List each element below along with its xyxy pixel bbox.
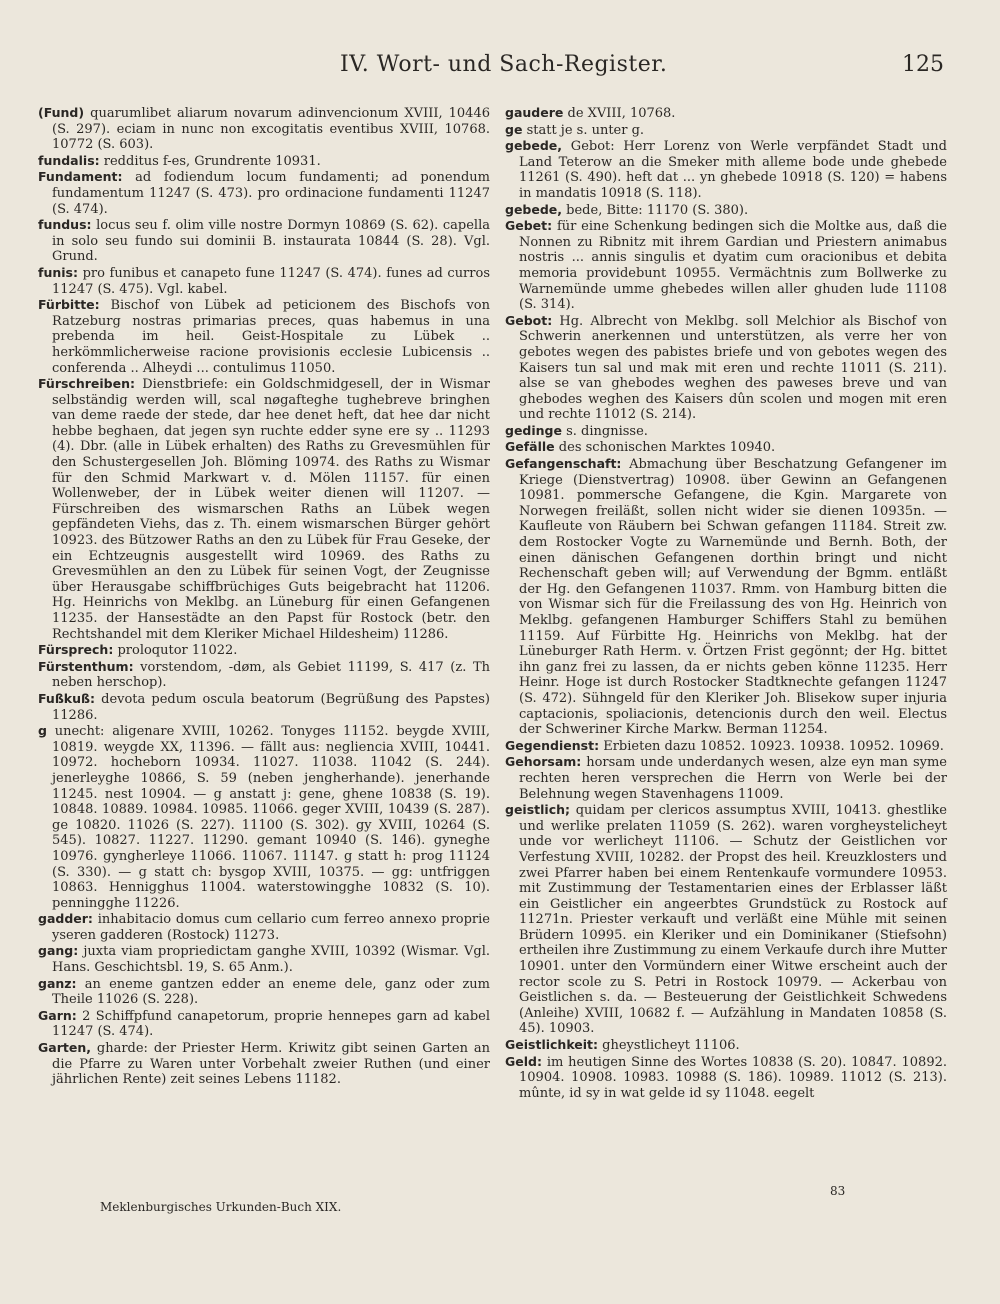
entry-headword: Garn: — [38, 1007, 77, 1023]
index-entry — [505, 1037, 947, 1054]
index-entry — [505, 456, 947, 738]
entry-headword: gedinge — [505, 422, 562, 438]
entry-headword: Fürstenthum: — [38, 658, 134, 674]
index-entry — [38, 376, 490, 642]
index-entry — [505, 218, 947, 313]
entry-text: de XVIII, 10768. — [563, 106, 676, 121]
entry-headword: Gebet: — [505, 218, 553, 234]
entry-text: unecht: aligenare XVIII, 10262. Tonyges 11152. beygde XVIII, 10819. weygde XX, 11396. — fällt aus: negliencia XVIII, 10441. 10972. hocheborn 10934. 11027. 11038. 11042 (S. 244). jenerleyghe 10866, S. 59 (neben jengherhande). jenerhande 11245. nest 10904. — g anstatt j: gene, ghene 10838 (S. 19). 10848. 10889. 10984. 10985. 11066. geger XVIII, 10439 (S. 287). ge 10820. 11026 (S. 227). 11100 (S. 302). gy XVIII, 10264 (S. 545). 10827. 11227. 11290. gemant 10940 (S. 146). gyneghe 10976. gyngherleye 11066. 11067. 11147. g statt h: prog 11124 (S. 330). — g statt ch: bysgop XVIII, 10375. — gg: untfriggen 10863. Hennigghus 11004. waterstowingghe 10832 (S. 10). penningghe 11226. — [46, 724, 490, 911]
entry-text: im heutigen Sinne des Wortes 10838 (S. 20). 10847. 10892. 10904. 10908. 10983. 10988 (S. 186). 10989. 11012 (S. 213). mûnte, id sy in wat gelde id sy 11048. eegelt — [519, 1054, 947, 1101]
index-entry — [38, 105, 490, 153]
index-entry — [505, 313, 947, 423]
index-entry — [505, 802, 947, 1037]
index-entry — [38, 723, 490, 911]
entry-text: gharde: der Priester Herm. Kriwitz gibt seinen Garten an die Pfarre zu Waren unter Vorbehalt zweier Ruthen (und einer jährlichen Rente) zeit seines Lebens 11182. — [52, 1041, 490, 1088]
entry-text: devota pedum oscula beatorum (Begrüßung des Papstes) 11286. — [52, 691, 490, 723]
page-header-title: IV. Wort- und Sach-Register. — [340, 52, 668, 77]
entry-headword: Fußkuß: — [38, 690, 96, 706]
entry-text: Hg. Albrecht von Meklbg. soll Melchior als Bischof von Schwerin anerkennen und unterstützen, als verre her von gebotes wegen des pabistes briefe und von gebotes wegen des Kaisers tun sal und mak mit eren und rechte 11011 (S. 211). alse se van ghebodes weghen des paweses breve und van ghebodes weghen des Kaisers dûn scolen und mogen mit eren und rechte 11012 (S. 214). — [519, 313, 947, 423]
entry-headword: gang: — [38, 943, 79, 959]
index-entry — [505, 122, 947, 139]
left-column — [38, 105, 490, 1088]
entry-text: statt je s. unter g. — [522, 122, 645, 138]
index-entry — [505, 423, 947, 440]
index-entry — [38, 1008, 490, 1040]
entry-text: inhabitacio domus cum cellario cum ferreo annexo proprie yseren gadderen (Rostock) 11273. — [52, 912, 490, 943]
index-entry — [505, 1054, 947, 1102]
entry-text: Gebot: Herr Lorenz von Werle verpfändet Stadt und Land Teterow an die Smeker mith alleme bode unde ghebede 11261 (S. 490). heft dat ... yn ghebede 10918 (S. 120) = habens in mandatis 10918 (S. 118). — [519, 139, 947, 201]
entry-headword: fundus: — [38, 217, 92, 233]
entry-headword: gadder: — [38, 911, 93, 927]
entry-text: gheystlicheyt 11106. — [598, 1038, 740, 1054]
entry-headword: gebede, — [505, 201, 563, 217]
entry-text: quidam per clericos assumptus XVIII, 10413. ghestlike und werlike prelaten 11059 (S. 262). waren vorgheystelicheyt unde vor werlicheyt 11106. — Schutz der Geistlichen vor Verfestung XVIII, 10282. der Propst des heil. Kreuzklosters und zwei Pfarrer haben bei einem Rentenkaufe vormundere 10953. mit Zustimmung der Testamentarien eines der Erblasser läßt ein Geistlicher ein angeerbtes Grundstück zu Rostock auf 11271n. Priester verkauft und verläßt eine Mühle mit seinen Brüdern 10995. ein Kleriker und ein Dominikaner (Stiefsohn) ertheilen ihre Zustimmung zu einem Verkaufe durch ihre Mutter 10901. unter den Vormündern einer Witwe erscheint auch der rector scole zu S. Petri in Rostock 10979. — Ackerbau von Geistlichen s. da. — Besteuerung der Geistlichkeit Schwedens (Anleihe) XVIII, 10682 f. — Aufzählung in Mandaten 10858 (S. 45). 10903. — [519, 803, 947, 1037]
index-entry — [505, 202, 947, 219]
page-footer: Meklenburgisches Urkunden-Buch XIX. — [100, 1200, 342, 1214]
entry-text: Dienstbriefe: ein Goldschmidgesell, der in Wismar selbständig werden will, scal nøgafteghe tughebreve bringhen van deme raede der stede, dar hee denet heft, dat hee dar nicht hebbe beghaen, dat jegen syn ruchte edder syne ere sy .. 11293 (4). Dbr. (alle in Lübek erhalten) des Raths zu Grevesmühlen für den Schustergesellen Joh. Blöming 10974. des Raths zu Wismar für den Schmid Markwart v. d. Mölen 11157. für einen Wollenweber, der in Lübek weiter dienen will 11207. — Fürschreiben des wismarschen Raths an Lübek wegen gepfändeten Viehs, das z. Th. einem wismarschen Bürger gehört 10923. des Bützower Raths an den zu Lübek für Frau Geseke, der ein Echtzeugnis ausgestellt wird 10969. des Raths zu Grevesmühlen an den zu Lübek für seinen Vogt, der Zeugnisse über Herausgabe schiffbrüchiges Guts beigebracht hat 11206. Hg. Heinrichs von Meklbg. an Lüneburg für einen Gefangenen 11235. der Hansestädte an den Papst für Rostock (betr. den Rechtshandel mit dem Kleriker Michael Hildesheim) 11286. — [52, 377, 490, 642]
entry-headword: Gegendienst: — [505, 737, 600, 753]
signature-mark: 83 — [830, 1184, 846, 1198]
entry-headword: (Fund) — [38, 105, 85, 120]
entry-text: bede, Bitte: 11170 (S. 380). — [562, 202, 749, 218]
entry-headword: Geistlichkeit: — [505, 1037, 599, 1053]
entry-text: 2 Schiffpfund canapetorum, proprie hennepes garn ad kabel 11247 (S. 474). — [52, 1008, 490, 1040]
index-entry — [38, 642, 490, 659]
entry-headword: Gehorsam: — [505, 754, 582, 770]
index-entry — [505, 105, 947, 122]
entry-headword: gebede, — [505, 138, 563, 154]
index-entry — [38, 217, 490, 265]
entry-headword: funis: — [38, 264, 78, 280]
page-number: 125 — [902, 52, 944, 77]
entry-text: s. dingnisse. — [561, 423, 648, 439]
index-entry — [38, 153, 490, 170]
entry-text: pro funibus et canapeto fune 11247 (S. 474). funes ad curros 11247 (S. 475). Vgl. kabel. — [52, 265, 490, 297]
entry-text: vorstendom, -døm, als Gebiet 11199, S. 417 (z. Th neben herschop). — [52, 659, 490, 691]
index-entry — [38, 943, 490, 975]
entry-headword: Gefangenschaft: — [505, 456, 622, 472]
entry-text: an eneme gantzen edder an eneme dele, ganz oder zum Theile 11026 (S. 228). — [52, 976, 490, 1008]
index-entry — [38, 659, 490, 691]
entry-text: redditus f-es, Grundrente 10931. — [99, 153, 321, 169]
index-entry — [505, 738, 947, 755]
entry-headword: Fürschreiben: — [38, 376, 135, 392]
entry-text: Bischof von Lübek ad peticionem des Bischofs von Ratzeburg nostras primarias preces, quas habemus in una prebenda im heil. Geist-Hospitale zu Lübek .. herkömmlicherweise racione provisionis ecclesie Lubicensis .. conferenda .. Alheydi ... contulimus 11050. — [52, 298, 490, 376]
index-entry — [38, 911, 490, 943]
entry-headword: Gefälle — [505, 439, 555, 455]
entry-headword: Fürbitte: — [38, 297, 100, 313]
index-entry — [505, 754, 947, 802]
entry-headword: gaudere — [505, 105, 564, 120]
entry-text: juxta viam propriedictam ganghe XVIII, 10392 (Wismar. Vgl. Hans. Geschichtsbl. 19, S. 65 Anm.). — [52, 944, 490, 976]
index-entry — [38, 976, 490, 1008]
entry-headword: Garten, — [38, 1040, 91, 1056]
index-entry — [38, 169, 490, 217]
entry-text: Abmachung über Beschatzung Gefangener im Kriege (Dienstvertrag) 10908. über Gewinn an Gefangenen 10981. pommersche Gefangene, die Kgin. Margarete von Norwegen freiläßt, sollen nicht wider sie dienen 10935n. — Kaufleute von Räubern bei Schwan gefangen 11184. Streit zw. dem Rostocker Vogte zu Warnemünde und Bernh. Both, der einen dänischen Gefangenen dorthin bringt und nicht Rechenschaft geben will; auf Verwendung der Bgmm. entläßt der Hg. den Gefangenen 11037. Rmm. von Hamburg bitten die von Wismar sich für die Freilassung des von Hg. Heinrich von Meklbg. gefangenen Hamburger Schiffers Stahl zu bemühen 11159. Auf Fürbitte Hg. Heinrichs von Meklbg. hat der Lüneburger Rath Herm. v. Örtzen Frist gegönnt; der Hg. bittet ihn ganz frei zu lassen, da er nichts geben könne 11235. Herr Heinr. Hoge ist durch Rostocker Stadtknechte gefangen 11247 (S. 472). Sühngeld für den Kleriker Joh. Blisekow super injuria captacionis, spoliacionis, detencionis durch den weil. Electus der Schweriner Kirche Markw. Berman 11254. — [519, 457, 947, 738]
entry-text: locus seu f. olim ville nostre Dormyn 10869 (S. 62). capella in solo seu fundo sui dominii B. instaurata 10844 (S. 28). Vgl. Grund. — [52, 218, 490, 265]
index-entry — [505, 439, 947, 456]
index-entry — [38, 1040, 490, 1088]
index-entry — [38, 691, 490, 723]
entry-headword: Gebot: — [505, 312, 553, 328]
entry-text: quarumlibet aliarum novarum adinvencionum XVIII, 10446 (S. 297). eciam in nunc non excogitatis eventibus XVIII, 10768. 10772 (S. 603). — [52, 106, 490, 153]
right-column — [505, 105, 947, 1101]
entry-headword: Geld: — [505, 1053, 542, 1069]
entry-text: horsam unde underdanych wesen, alze eyn man syme rechten heren versprechen die Herrn von Werle bei der Belehnung wegen Stavenhagens 11009. — [519, 755, 947, 802]
index-entry — [38, 265, 490, 297]
entry-headword: fundalis: — [38, 152, 100, 168]
entry-headword: ge — [505, 121, 523, 137]
index-entry — [505, 138, 947, 201]
entry-text: für eine Schenkung bedingen sich die Moltke aus, daß die Nonnen zu Ribnitz mit ihrem Gardian und Priestern animabus nostris ... annis singulis et dyatim cum oracionibus et debita memoria providebunt 10955. Vermächtnis zum Bollwerke zu Warnemünde umme ghebedes willen aller ghuden lude 11108 (S. 314). — [519, 219, 947, 313]
entry-headword: g — [38, 723, 47, 739]
entry-text: des schonischen Marktes 10940. — [554, 440, 776, 456]
entry-text: proloqutor 11022. — [113, 643, 238, 659]
entry-headword: Fundament: — [38, 169, 123, 185]
entry-headword: ganz: — [38, 975, 77, 991]
entry-text: ad fodiendum locum fundamenti; ad ponendum fundamentum 11247 (S. 473). pro ordinacione fundamenti 11247 (S. 474). — [52, 170, 490, 217]
index-entry — [38, 297, 490, 376]
entry-headword: Fürsprech: — [38, 642, 114, 658]
entry-text: Erbieten dazu 10852. 10923. 10938. 10952. 10969. — [599, 738, 944, 754]
entry-headword: geistlich; — [505, 802, 571, 818]
